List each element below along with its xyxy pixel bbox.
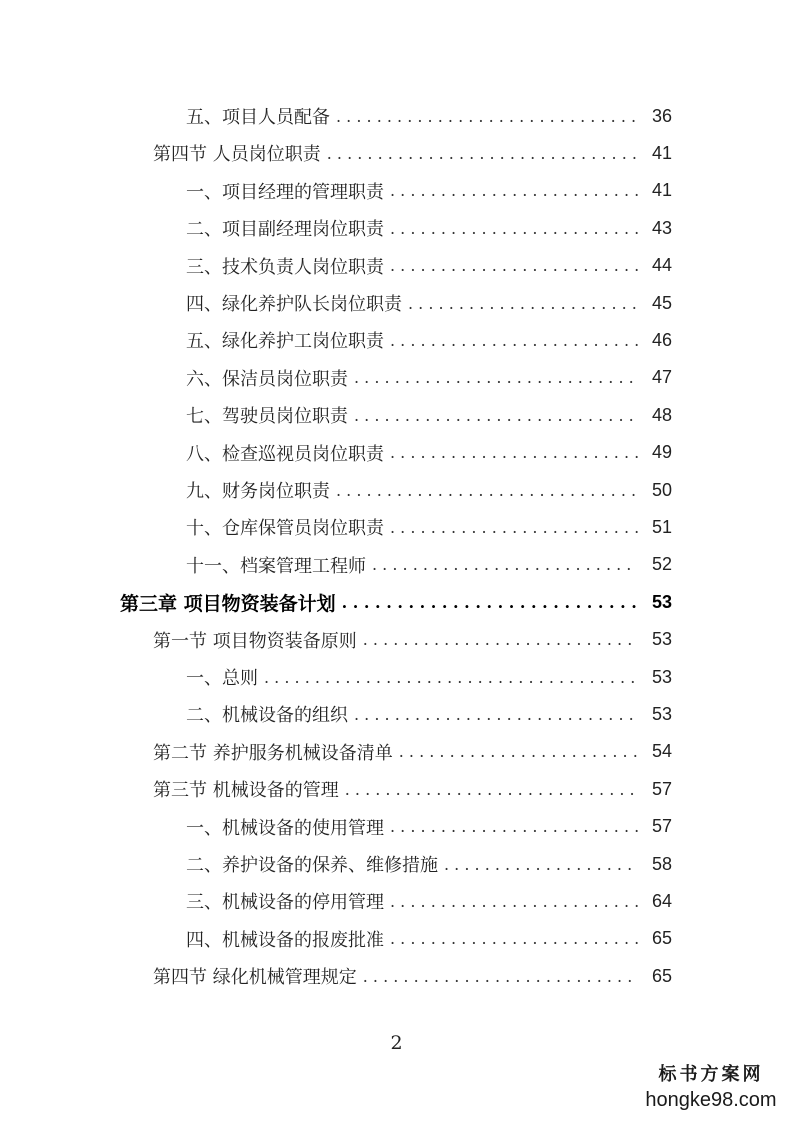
toc-entry-item — [186, 325, 672, 355]
dot-leader — [390, 512, 638, 542]
dot-leader — [390, 924, 638, 954]
toc-entry-page: 44 — [651, 255, 672, 276]
toc-entry-title: 七、驾驶员岗位职责 — [186, 406, 348, 428]
toc-entry-section — [153, 138, 672, 168]
dot-leader — [390, 325, 638, 355]
dot-leader — [390, 812, 638, 842]
dot-leader — [399, 737, 638, 767]
toc-entry-title: 三、机械设备的停用管理 — [186, 892, 384, 914]
toc-entry-title: 一、机械设备的使用管理 — [186, 817, 384, 839]
toc-entry-title: 六、保洁员岗位职责 — [186, 368, 348, 390]
toc-entry-page: 45 — [651, 292, 672, 313]
toc-entry-item — [186, 101, 672, 131]
toc-entry-item — [186, 512, 672, 542]
toc-entry-item — [186, 886, 672, 916]
toc-entry-page: 52 — [651, 554, 672, 575]
dot-leader — [264, 662, 638, 692]
toc-entry-title: 十、仓库保管员岗位职责 — [186, 518, 384, 540]
toc-entry-item — [186, 849, 672, 879]
dot-leader — [390, 176, 638, 206]
toc-entry-page: 49 — [651, 442, 672, 463]
toc-entry-page: 58 — [651, 853, 672, 874]
dot-leader — [336, 475, 638, 505]
dot-leader — [345, 774, 638, 804]
toc-entry-page: 47 — [651, 367, 672, 388]
dot-leader — [408, 288, 638, 318]
watermark-url: hongke98.com — [645, 1089, 777, 1111]
toc-entry-page: 36 — [651, 105, 672, 126]
dot-leader — [390, 213, 638, 243]
dot-leader — [390, 886, 638, 916]
toc-entry-item — [186, 363, 672, 393]
toc-entry-page: 46 — [651, 329, 672, 350]
toc-entry-title: 一、总则 — [186, 668, 258, 689]
toc-entry-page: 53 — [651, 591, 672, 612]
dot-leader — [363, 625, 638, 655]
toc-entry-item — [186, 699, 672, 729]
toc-entry-item — [186, 438, 672, 468]
toc-entry-item — [186, 213, 672, 243]
dot-leader — [327, 138, 638, 168]
toc-entry-title: 第二节 养护服务机械设备清单 — [153, 742, 393, 764]
toc-entry-page: 50 — [651, 479, 672, 500]
watermark-logo — [641, 1062, 781, 1112]
toc-entry-page: 48 — [651, 404, 672, 425]
toc-entry-title: 四、机械设备的报废批准 — [186, 929, 384, 951]
toc-entry-title: 第四节 绿化机械管理规定 — [153, 967, 357, 989]
toc-entry-page: 57 — [651, 778, 672, 799]
dot-leader — [342, 587, 638, 617]
toc-entry-page: 53 — [651, 666, 672, 687]
toc-entry-page: 65 — [651, 928, 672, 949]
toc-entry-item — [186, 176, 672, 206]
dot-leader — [336, 101, 638, 131]
toc-entry-item — [186, 288, 672, 318]
dot-leader — [390, 251, 638, 281]
dot-leader — [444, 849, 638, 879]
toc-entry-page: 43 — [651, 217, 672, 238]
toc-entry-chapter — [120, 587, 672, 617]
toc-entry-page: 51 — [651, 516, 672, 537]
toc-entry-title: 四、绿化养护队长岗位职责 — [186, 294, 402, 315]
dot-leader — [354, 699, 638, 729]
toc-entry-page: 65 — [651, 965, 672, 986]
page-number: 2 — [390, 1032, 403, 1054]
toc-entry-page: 54 — [651, 741, 672, 762]
toc-entry-section — [153, 961, 672, 991]
toc-entry-page: 64 — [651, 890, 672, 911]
dot-leader — [354, 363, 638, 393]
toc-entry-title: 三、技术负责人岗位职责 — [186, 256, 384, 278]
toc-entry-title: 第三节 机械设备的管理 — [153, 780, 339, 802]
toc-entry-title: 第三章 项目物资装备计划 — [120, 592, 336, 615]
toc-entry-title: 一、项目经理的管理职责 — [186, 181, 384, 203]
toc-entry-item — [186, 550, 672, 580]
toc-entry-item — [186, 924, 672, 954]
toc-entry-title: 第四节 人员岗位职责 — [153, 144, 321, 166]
toc-entry-item — [186, 812, 672, 842]
toc-entry-item — [186, 475, 672, 505]
toc-entry-page: 57 — [651, 816, 672, 837]
toc-entry-item — [186, 662, 672, 692]
toc-entry-section — [153, 737, 672, 767]
toc-entry-title: 二、养护设备的保养、维修措施 — [186, 855, 438, 876]
toc-entry-section — [153, 625, 672, 655]
toc-entry-item — [186, 251, 672, 281]
toc-entry-title: 二、项目副经理岗位职责 — [186, 219, 384, 241]
toc-entry-page: 53 — [651, 629, 672, 650]
watermark-title: 标书方案网 — [658, 1064, 764, 1085]
dot-leader — [390, 438, 638, 468]
toc-entry-item — [186, 400, 672, 430]
toc-entry-section — [153, 774, 672, 804]
toc-entry-title: 八、检查巡视员岗位职责 — [186, 443, 384, 465]
toc-entry-page: 41 — [651, 142, 672, 163]
dot-leader — [354, 400, 638, 430]
toc-entry-title: 二、机械设备的组织 — [186, 705, 348, 727]
toc-entry-title: 第一节 项目物资装备原则 — [153, 630, 357, 652]
toc-entry-page: 41 — [651, 180, 672, 201]
toc-entry-title: 九、财务岗位职责 — [186, 481, 330, 502]
dot-leader — [372, 550, 638, 580]
dot-leader — [363, 961, 638, 991]
toc-entry-title: 十一、档案管理工程师 — [186, 555, 366, 577]
toc-entry-page: 53 — [651, 703, 672, 724]
toc-entry-title: 五、绿化养护工岗位职责 — [186, 331, 384, 353]
toc-entry-title: 五、项目人员配备 — [186, 107, 330, 128]
